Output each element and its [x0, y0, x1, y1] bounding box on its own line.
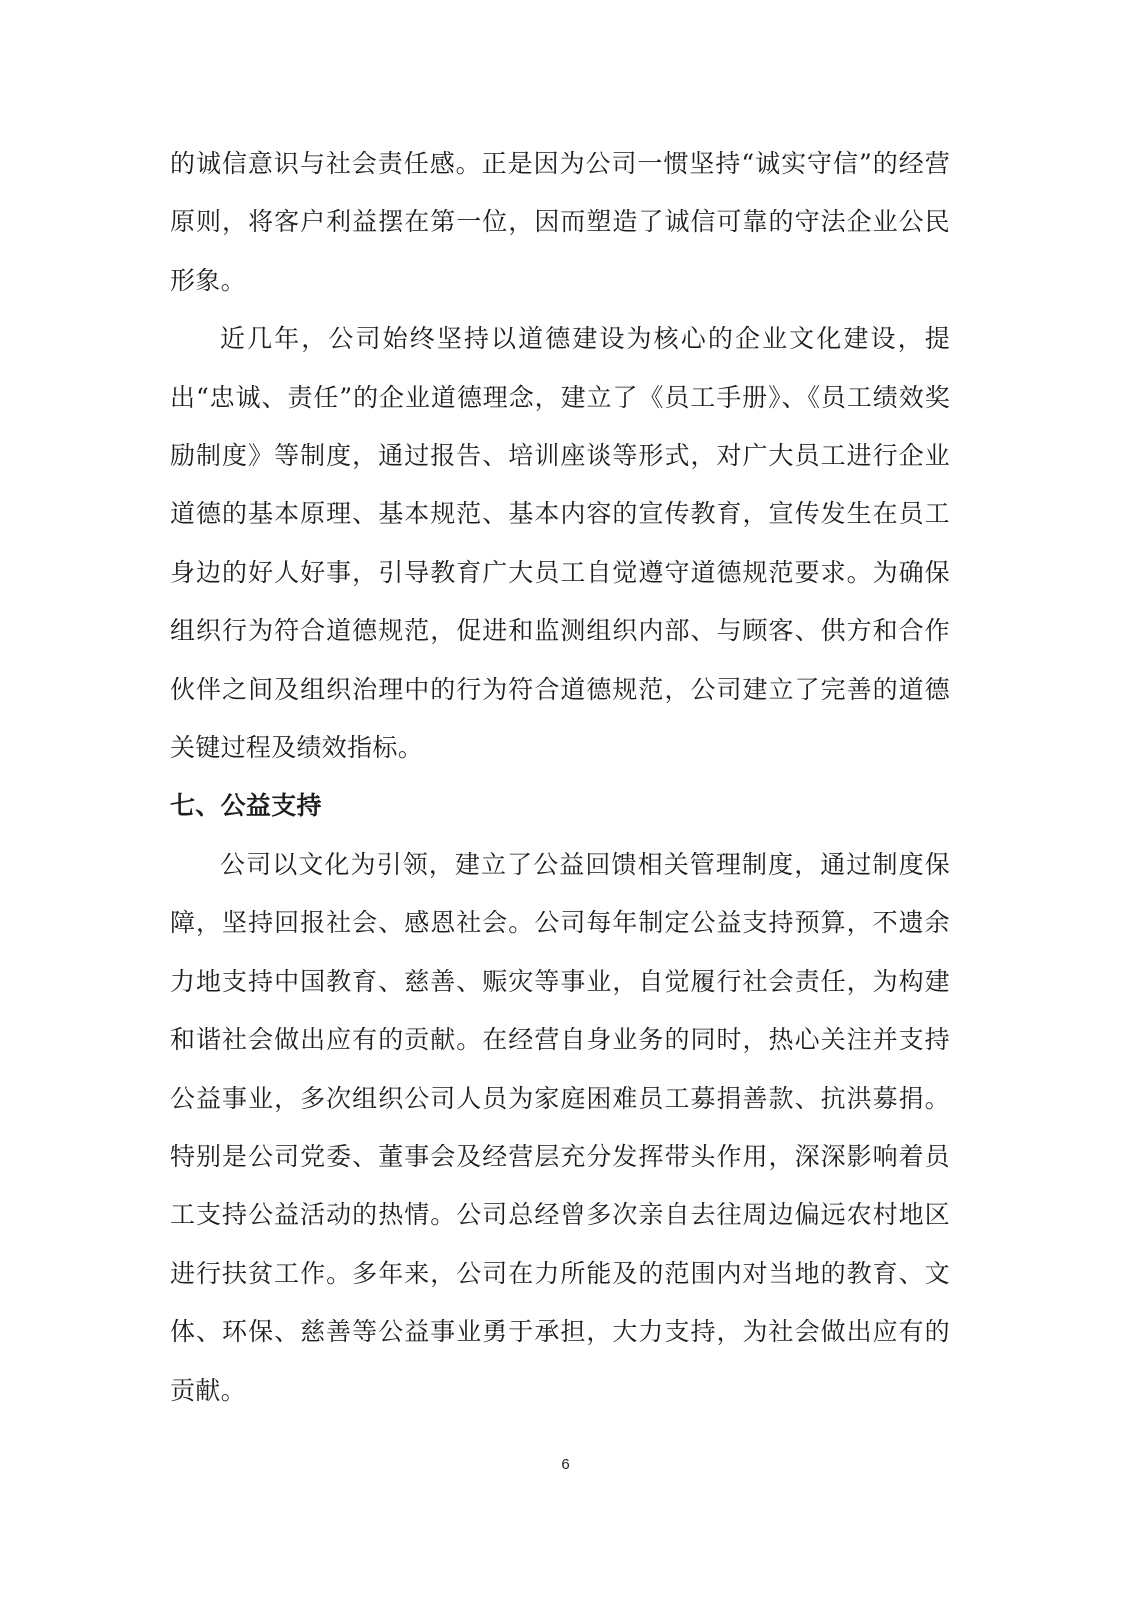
section-heading-public-welfare: 七、公益支持	[170, 791, 322, 821]
paragraph-integrity-continuation: 的诚信意识与社会责任感。正是因为公司一惯坚持“诚实守信”的经营原则，将客户利益摆在第一位，因而塑造了诚信可靠的守法企业公民形象。	[170, 149, 950, 295]
paragraph-ethics-culture: 近几年，公司始终坚持以道德建设为核心的企业文化建设，提出“忠诚、责任”的企业道德理念，建立了《员工手册》、《员工绩效奖励制度》等制度，通过报告、培训座谈等形式，对广大员工进行企业道德的基本原理、基本规范、基本内容的宣传教育，宣传发生在员工身边的好人好事，引导教育广大员工自觉遵守道德规范要求。为确保组织行为符合道德规范，促进和监测组织内部、与顾客、供方和合作伙伴之间及组织治理中的行为符合道德规范，公司建立了完善的道德关键过程及绩效指标。	[170, 324, 950, 763]
paragraph-public-welfare: 公司以文化为引领，建立了公益回馈相关管理制度，通过制度保障，坚持回报社会、感恩社会。公司每年制定公益支持预算，不遗余力地支持中国教育、慈善、赈灾等事业，自觉履行社会责任，为构建和谐社会做出应有的贡献。在经营自身业务的同时，热心关注并支持公益事业，多次组织公司人员为家庭困难员工募捐善款、抗洪募捐。特别是公司党委、董事会及经营层充分发挥带头作用，深深影响着员工支持公益活动的热情。公司总经曾多次亲自去往周边偏远农村地区进行扶贫工作。多年来，公司在力所能及的范围内对当地的教育、文体、环保、慈善等公益事业勇于承担，大力支持，为社会做出应有的贡献。	[170, 849, 950, 1405]
document-body	[170, 135, 950, 1420]
page-number: 6	[561, 1456, 570, 1473]
